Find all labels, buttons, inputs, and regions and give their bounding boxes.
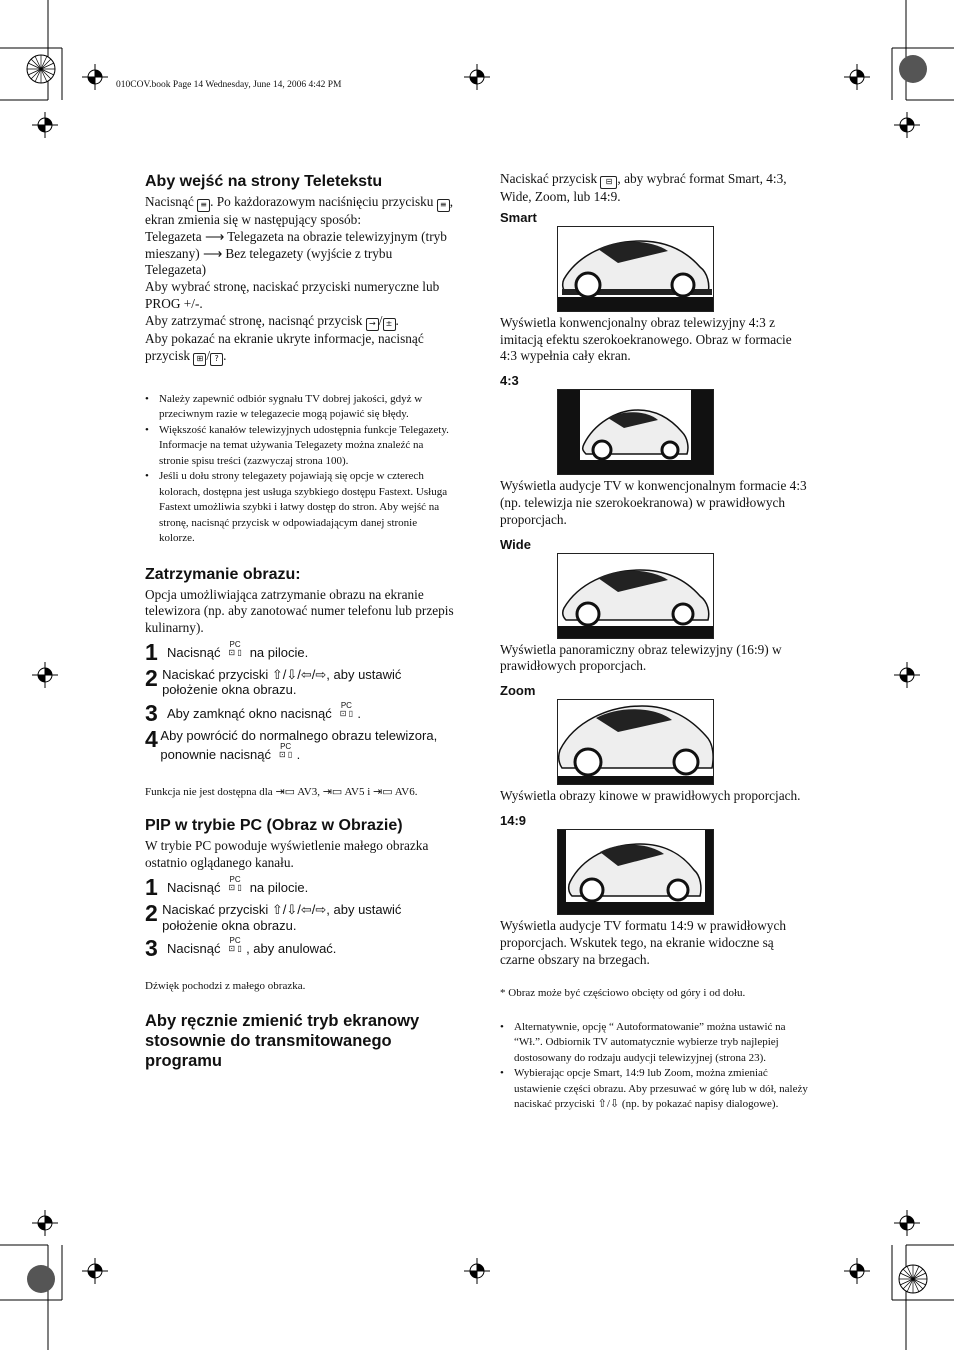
format-intro: Naciskać przycisk ⊟ , aby wybrać format Smart, 4:3, Wide, Zoom, lub 14:9.: [500, 171, 787, 204]
freeze-pc-icon: PC ⊡ ▯: [339, 700, 354, 718]
format-label-wide: Wide: [500, 536, 531, 552]
format-notes: [500, 1020, 810, 1113]
grey-dot-mark: [26, 1264, 56, 1294]
format-desc-zoom: Wyświetla obrazy kinowe w prawidłowych proporcjach.: [500, 788, 801, 804]
registration-mark: [844, 64, 870, 90]
pip-pc-icon: PC ⊡ ▯: [228, 875, 242, 893]
format-image-149: [500, 828, 810, 918]
format-image-wide: [500, 552, 810, 642]
list-item: • Jeśli u dołu strony telegazety pojawiają się opcje w czterech kolorach, dostępna jest usługa szybkiego dostępu Fastext. Usługa Fastext umożliwia szybki i łatwy dostęp do stron. Aby wejść na stronę, nacisnąć przycisk w odpowiadającym danej stronie kolorze.: [145, 470, 448, 545]
car-image: [558, 554, 713, 638]
format-image-smart: [500, 225, 810, 315]
format-image-43: [500, 388, 810, 478]
hold-icon: →: [366, 318, 379, 331]
freeze-heading: Zatrzymanie obrazu:: [145, 565, 301, 583]
teletext-p3: Aby wybrać stronę, naciskać przyciski numeryczne lub PROG +/-.: [145, 279, 440, 311]
format-label-zoom: Zoom: [500, 683, 536, 699]
format-desc-smart: Wyświetla konwencjonalny obraz telewizyjny 4:3 z imitacją efektu szerokoekranowego. Obraz w formacie 4:3 wypełnia cały ekran.: [500, 314, 792, 364]
car-image: [558, 830, 713, 914]
starburst-mark: [26, 54, 56, 84]
pip-heading: PIP w trybie PC (Obraz w Obrazie): [145, 817, 403, 835]
list-item: • Alternatywnie, opcję “ Autoformatowanie” można ustawić na “Wł.”. Odbiornik TV automatycznie wybierze tryb najlepiej dostosowany do rodzaju audycji telewizyjnej (strona 23).: [500, 1020, 786, 1064]
format-label-smart: Smart: [500, 209, 537, 225]
format-label-149: 14:9: [500, 812, 527, 828]
av-input-icon: ⇥▭: [373, 785, 393, 798]
teletext-p4: Aby zatrzymać stronę, nacisnąć przycisk → / ± .: [145, 313, 455, 331]
registration-mark: [464, 1258, 490, 1284]
manual-heading: Aby ręcznie zmienić tryb ekranowy stosownie do transmitowanego programu: [145, 1011, 420, 1070]
teletext-p5: Aby pokazać na ekranie ukryte informacje, nacisnąć przycisk ⊞ / ? .: [145, 331, 455, 366]
step: 2 Naciskać przyciski ⇧/⇩/⇦/⇨, aby ustawić położenie okna obrazu.: [145, 664, 402, 698]
av-input-icon: ⇥▭: [275, 785, 296, 798]
left-column: [145, 172, 455, 1071]
step: 4 Aby powrócić do normalnego obrazu telewizora, ponownie nacisnąć PC ⊡ ▯ .: [145, 725, 438, 763]
step: 2 Naciskać przyciski ⇧/⇩/⇦/⇨, aby ustawić położenie okna obrazu.: [145, 900, 402, 933]
pip-intro: W trybie PC powoduje wyświetlenie małego obrazka ostatnio oglądanego kanału.: [145, 838, 429, 871]
hold-page-icon: ±: [383, 318, 396, 331]
arrow-right-icon: ⟶: [202, 245, 223, 261]
registration-mark: [894, 662, 920, 688]
pip-pc-icon: PC ⊡ ▯: [228, 936, 242, 954]
registration-mark: [32, 1210, 58, 1236]
car-image: [558, 390, 713, 474]
teletext-notes: [145, 392, 455, 547]
format-desc-149: Wyświetla audycje TV formatu 14:9 w prawidłowych proporcjach. Wskutek tego, na ekranie widoczne są czarne obszary na brzegach.: [500, 917, 786, 967]
freeze-intro: Opcja umożliwiająca zatrzymanie obrazu na ekranie telewizora (np. aby zanotować numer telefonu lub przepis kulinarny).: [145, 586, 454, 636]
arrow-right-icon: ⟶: [204, 228, 225, 244]
book-info: 010COV.book Page 14 Wednesday, June 14, 2006 4:42 PM: [116, 80, 342, 90]
question-icon: ?: [210, 353, 223, 366]
format-desc-wide: Wyświetla panoramiczny obraz telewizyjny (16:9) w prawidłowych proporcjach.: [500, 641, 782, 674]
right-column: [500, 171, 810, 1113]
step: 3 Aby zamknąć okno nacisnąć PC ⊡ ▯ .: [145, 699, 361, 726]
teletext-icon: ≡: [197, 199, 210, 212]
list-item: • Większość kanałów telewizyjnych udostępnia funkcje Telegazety. Informacje na temat używania Telegazety można znaleźć na stronie spisu treści (zazwyczaj strona 100).: [145, 423, 449, 467]
grey-dot-mark: [898, 54, 928, 84]
freeze-steps: [145, 638, 455, 763]
format-image-zoom: [500, 698, 810, 788]
reveal-icon: ⊞: [193, 353, 206, 366]
teletext-p1: Nacisnąć ≡ . Po każdorazowym naciśnięciu przycisku ≡ , ekran zmienia się w następujący sposób:: [145, 194, 454, 227]
format-label-43: 4:3: [500, 373, 519, 389]
av-input-icon: ⇥▭: [322, 785, 343, 798]
registration-mark: [82, 1258, 108, 1284]
list-item: • Należy zapewnić odbiór sygnału TV dobrej jakości, gdyż w przeciwnym razie w telegazecie mogą pojawić się błędy.: [145, 392, 423, 421]
teletext-p2: Telegazeta ⟶ Telegazeta na obrazie telewizyjnym (tryb mieszany) ⟶ Bez telegazety (wyjście z trybu Telegazeta): [145, 228, 447, 278]
footnote: * Obraz może być częściowo obcięty od góry i od dołu.: [500, 987, 746, 1000]
freeze-note: Funkcja nie jest dostępna dla ⇥▭ AV3, ⇥▭ AV5 i ⇥▭ AV6.: [145, 785, 418, 798]
freeze-pc-icon: PC ⊡ ▯: [278, 742, 293, 760]
registration-mark: [844, 1258, 870, 1284]
car-image: [558, 700, 713, 784]
registration-mark: [894, 112, 920, 138]
teletext-heading: Aby wejść na strony Teletekstu: [145, 173, 383, 190]
step: 3 Nacisnąć PC ⊡ ▯ , aby anulować.: [145, 935, 337, 962]
registration-mark: [894, 1210, 920, 1236]
step: 1 Nacisnąć PC ⊡ ▯ na pilocie.: [145, 638, 309, 665]
freeze-pc-icon: PC ⊡ ▯: [228, 639, 242, 657]
list-item: • Wybierając opcje Smart, 14:9 lub Zoom, można zmieniać ustawienie części obrazu. Aby przesuwać w górę lub w dół, należy naciskać przyciski ⇧/⇩ (np. by pokazać napisy dialogowe).: [500, 1067, 808, 1111]
pip-note: Dźwięk pochodzi z małego obrazka.: [145, 980, 306, 993]
registration-mark: [82, 64, 108, 90]
step: 1 Nacisnąć PC ⊡ ▯ na pilocie.: [145, 874, 309, 901]
format-desc-43: Wyświetla audycje TV w konwencjonalnym formacie 4:3 (np. telewizja nie szerokoekranowa) w prawidłowych proporcjach.: [500, 478, 807, 527]
registration-mark: [32, 112, 58, 138]
car-image: [558, 227, 713, 311]
pip-steps: [145, 874, 455, 962]
registration-mark: [464, 64, 490, 90]
starburst-mark: [898, 1264, 928, 1294]
teletext-icon: ≡: [437, 199, 450, 212]
wide-mode-icon: ⊟: [600, 176, 617, 189]
registration-mark: [32, 662, 58, 688]
